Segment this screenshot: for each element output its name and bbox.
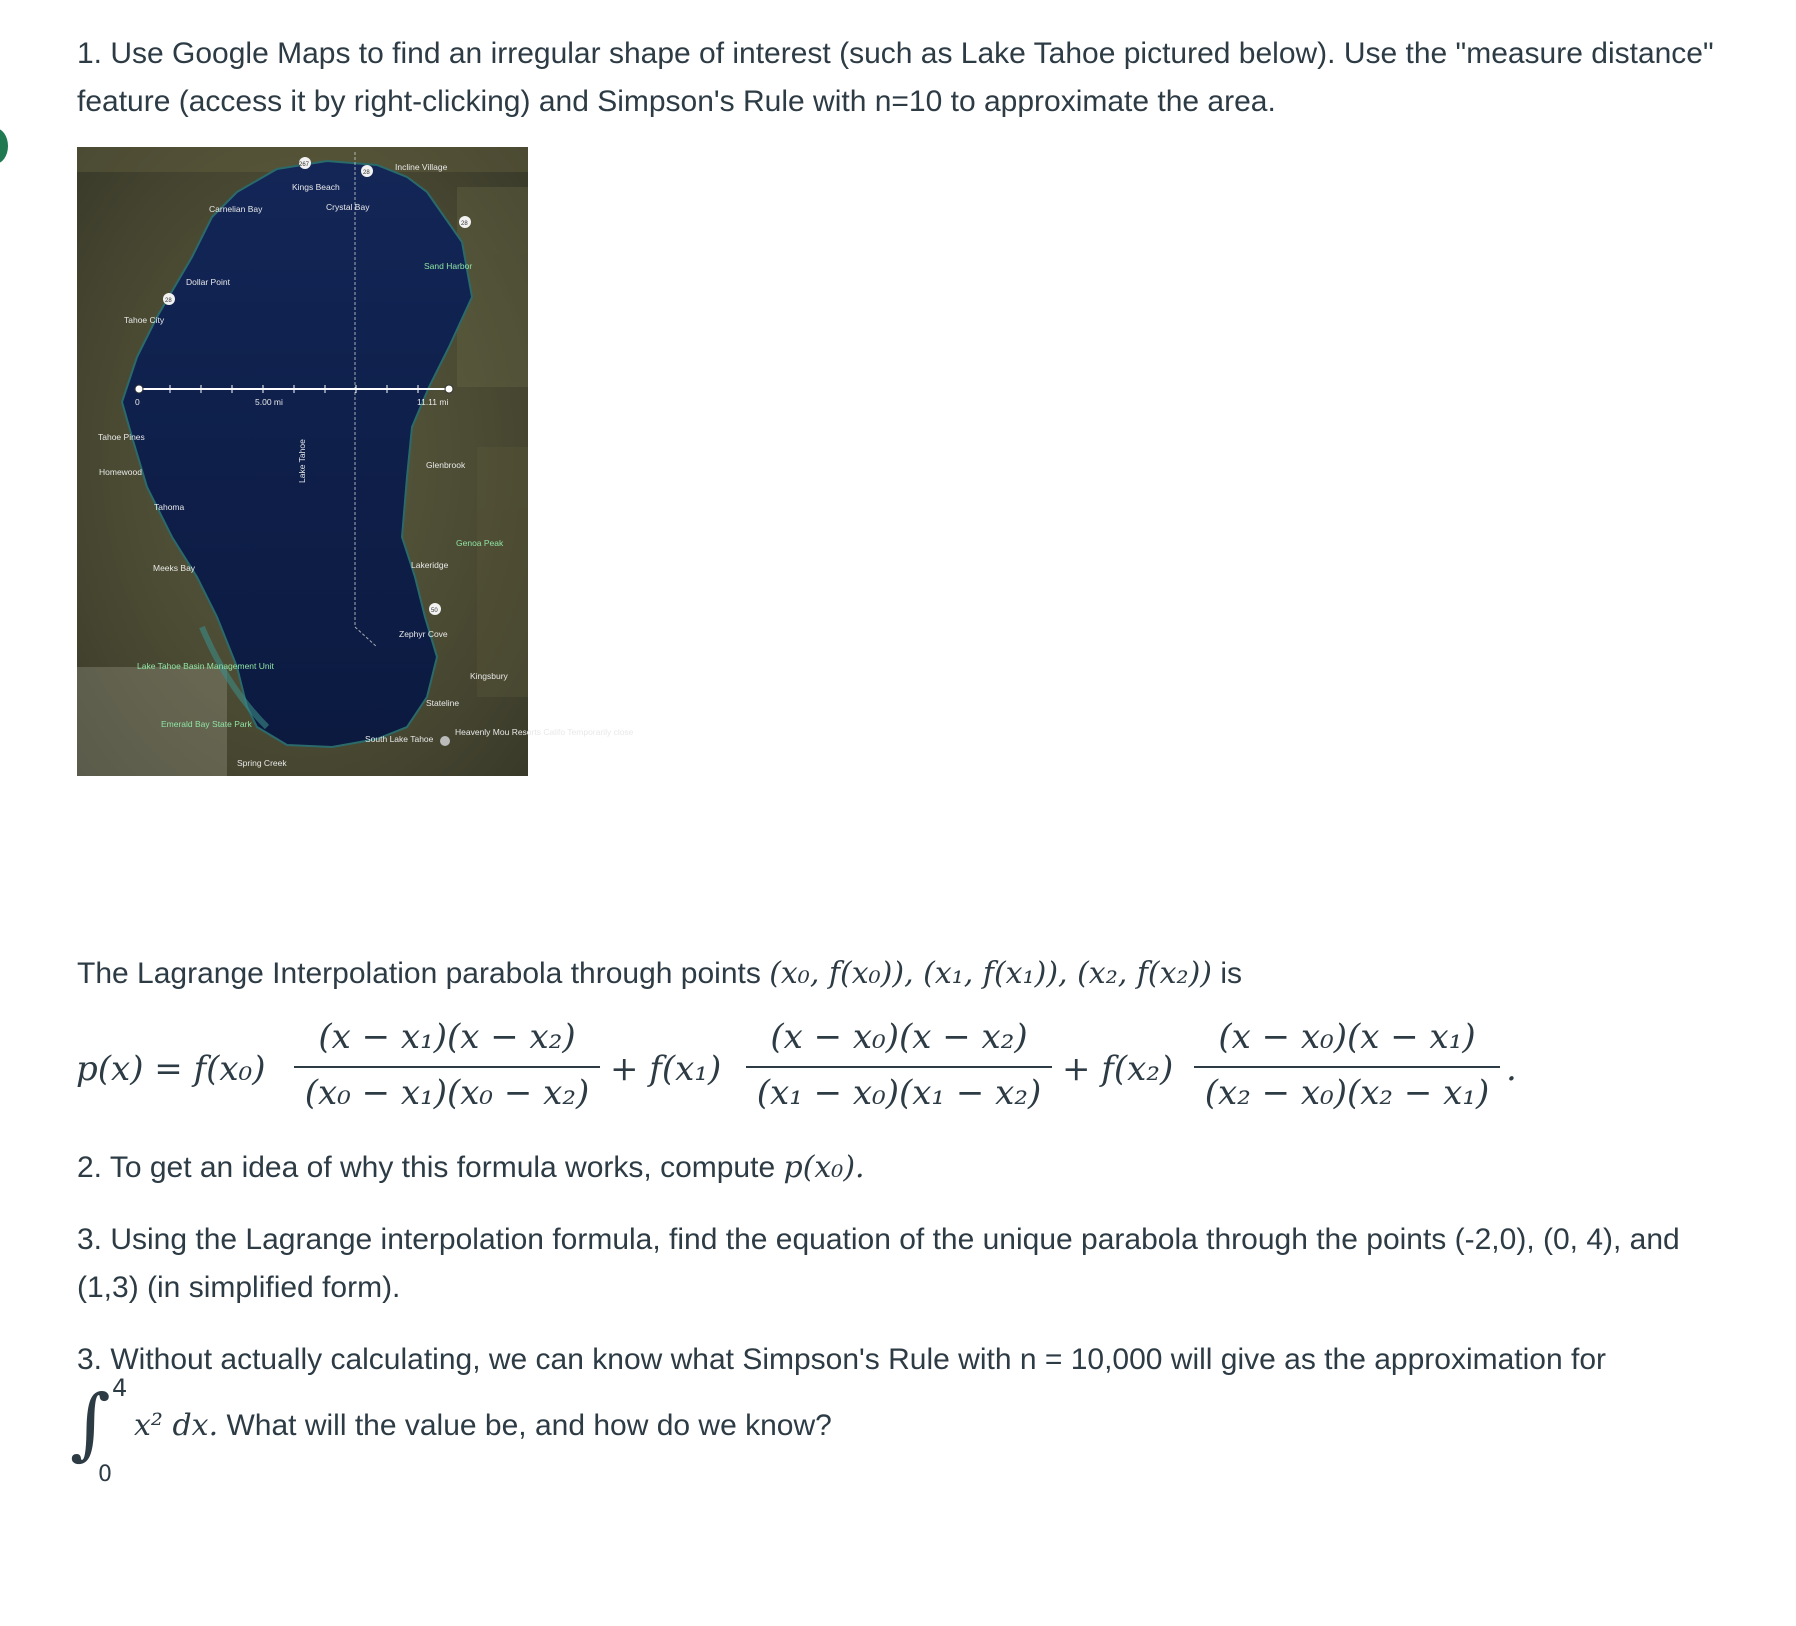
label-genoa-peak: Genoa Peak	[456, 538, 504, 548]
label-incline-village: Incline Village	[395, 162, 448, 172]
label-lake-tahoe: Lake Tahoe	[297, 439, 307, 483]
measure-end-point	[445, 385, 453, 393]
term-3-numerator: (x − x₀)(x − x₁)	[1218, 1017, 1476, 1057]
question-2	[77, 1144, 1727, 1192]
label-kings-beach: Kings Beach	[292, 182, 340, 192]
question-2-text: 2. To get an idea of why this formula works, compute	[77, 1151, 776, 1184]
label-zephyr-cove: Zephyr Cove	[399, 629, 448, 639]
measure-end-label: 11.11 mi	[417, 397, 449, 407]
term-3-denominator: (x₂ − x₀)(x₂ − x₁)	[1204, 1073, 1490, 1113]
formula-end: .	[1506, 1049, 1517, 1089]
lagrange-points: (x₀, f(x₀)), (x₁, f(x₁)), (x₂, f(x₂))	[769, 956, 1212, 991]
formula-plus-1: + f(x₁)	[610, 1049, 722, 1089]
label-sand-harbor: Sand Harbor	[424, 261, 473, 271]
label-homewood: Homewood	[99, 467, 142, 477]
lagrange-intro	[77, 950, 1727, 998]
question-3a: 3. Using the Lagrange interpolation formula, find the equation of the unique parabola through the points (-2,0), (0, 4), and (1,3) (in simplified form).	[77, 1223, 1680, 1304]
label-glenbrook: Glenbrook	[426, 460, 466, 470]
formula-term-2	[746, 1012, 1052, 1118]
integral-lower-bound: 0	[98, 1462, 112, 1487]
lagrange-intro-text: The Lagrange Interpolation parabola through points	[77, 957, 761, 990]
label-kingsbury: Kingsbury	[470, 671, 508, 681]
measure-mid-label: 5.00 mi	[255, 397, 283, 407]
question-1: 1. Use Google Maps to find an irregular shape of interest (such as Lake Tahoe pictured below). Use the "measure distance" feature (access it by right-clicking) and Simpson's Rule with n=10 to approximate the area.	[77, 37, 1714, 118]
label-tahoma: Tahoma	[154, 502, 185, 512]
label-carnelian-bay: Carnelian Bay	[209, 204, 263, 214]
label-lake-tahoe-basin: Lake Tahoe Basin Management Unit	[137, 661, 274, 671]
integral-upper-bound: 4	[112, 1374, 128, 1402]
integral-expression	[70, 1374, 970, 1487]
question-2-math: p(x₀).	[783, 1150, 865, 1185]
label-heavenly: Heavenly Mou Resorts Califo Temporarily close	[455, 727, 634, 737]
label-spring-creek: Spring Creek	[237, 758, 287, 768]
question-3b: 3. Without actually calculating, we can know what Simpson's Rule with n = 10,000 will give as the approximation for	[77, 1343, 1607, 1376]
term-1-numerator: (x − x₁)(x − x₂)	[318, 1017, 576, 1057]
measure-start-label: 0	[135, 397, 140, 407]
map-pin-icon	[440, 736, 450, 746]
shield-3: 28	[461, 221, 468, 227]
term-2-denominator: (x₁ − x₀)(x₁ − x₂)	[756, 1073, 1042, 1113]
shield-1: 267	[299, 162, 310, 168]
integrand: x² dx.	[134, 1408, 219, 1443]
formula-term-3	[1194, 1012, 1500, 1118]
shield-5: 50	[431, 608, 438, 614]
shield-2: 28	[363, 170, 370, 176]
lagrange-formula	[76, 1012, 1536, 1122]
label-south-lake-tahoe: South Lake Tahoe	[365, 734, 434, 744]
label-dollar-point: Dollar Point	[186, 277, 230, 287]
integral-question-suffix: What will the value be, and how do we know?	[226, 1409, 832, 1442]
shield-4: 28	[165, 298, 172, 304]
label-emerald-bay: Emerald Bay State Park	[161, 719, 252, 729]
measure-start-point	[135, 385, 143, 393]
lagrange-intro-suffix: is	[1220, 957, 1242, 990]
formula-lhs: p(x) = f(x₀)	[76, 1049, 266, 1089]
label-tahoe-pines: Tahoe Pines	[98, 432, 145, 442]
label-lakeridge: Lakeridge	[411, 560, 449, 570]
lake-tahoe-map-image	[77, 147, 634, 776]
page-edge-marker	[0, 128, 8, 164]
formula-term-1	[294, 1012, 600, 1118]
integral-sign: ∫	[70, 1379, 111, 1469]
label-tahoe-city: Tahoe City	[124, 315, 165, 325]
term-1-denominator: (x₀ − x₁)(x₀ − x₂)	[304, 1073, 590, 1113]
formula-plus-2: + f(x₂)	[1062, 1049, 1174, 1089]
label-stateline: Stateline	[426, 698, 460, 708]
integral-body	[134, 1402, 832, 1450]
term-2-numerator: (x − x₀)(x − x₂)	[770, 1017, 1028, 1057]
label-crystal-bay: Crystal Bay	[326, 202, 370, 212]
label-meeks-bay: Meeks Bay	[153, 563, 196, 573]
